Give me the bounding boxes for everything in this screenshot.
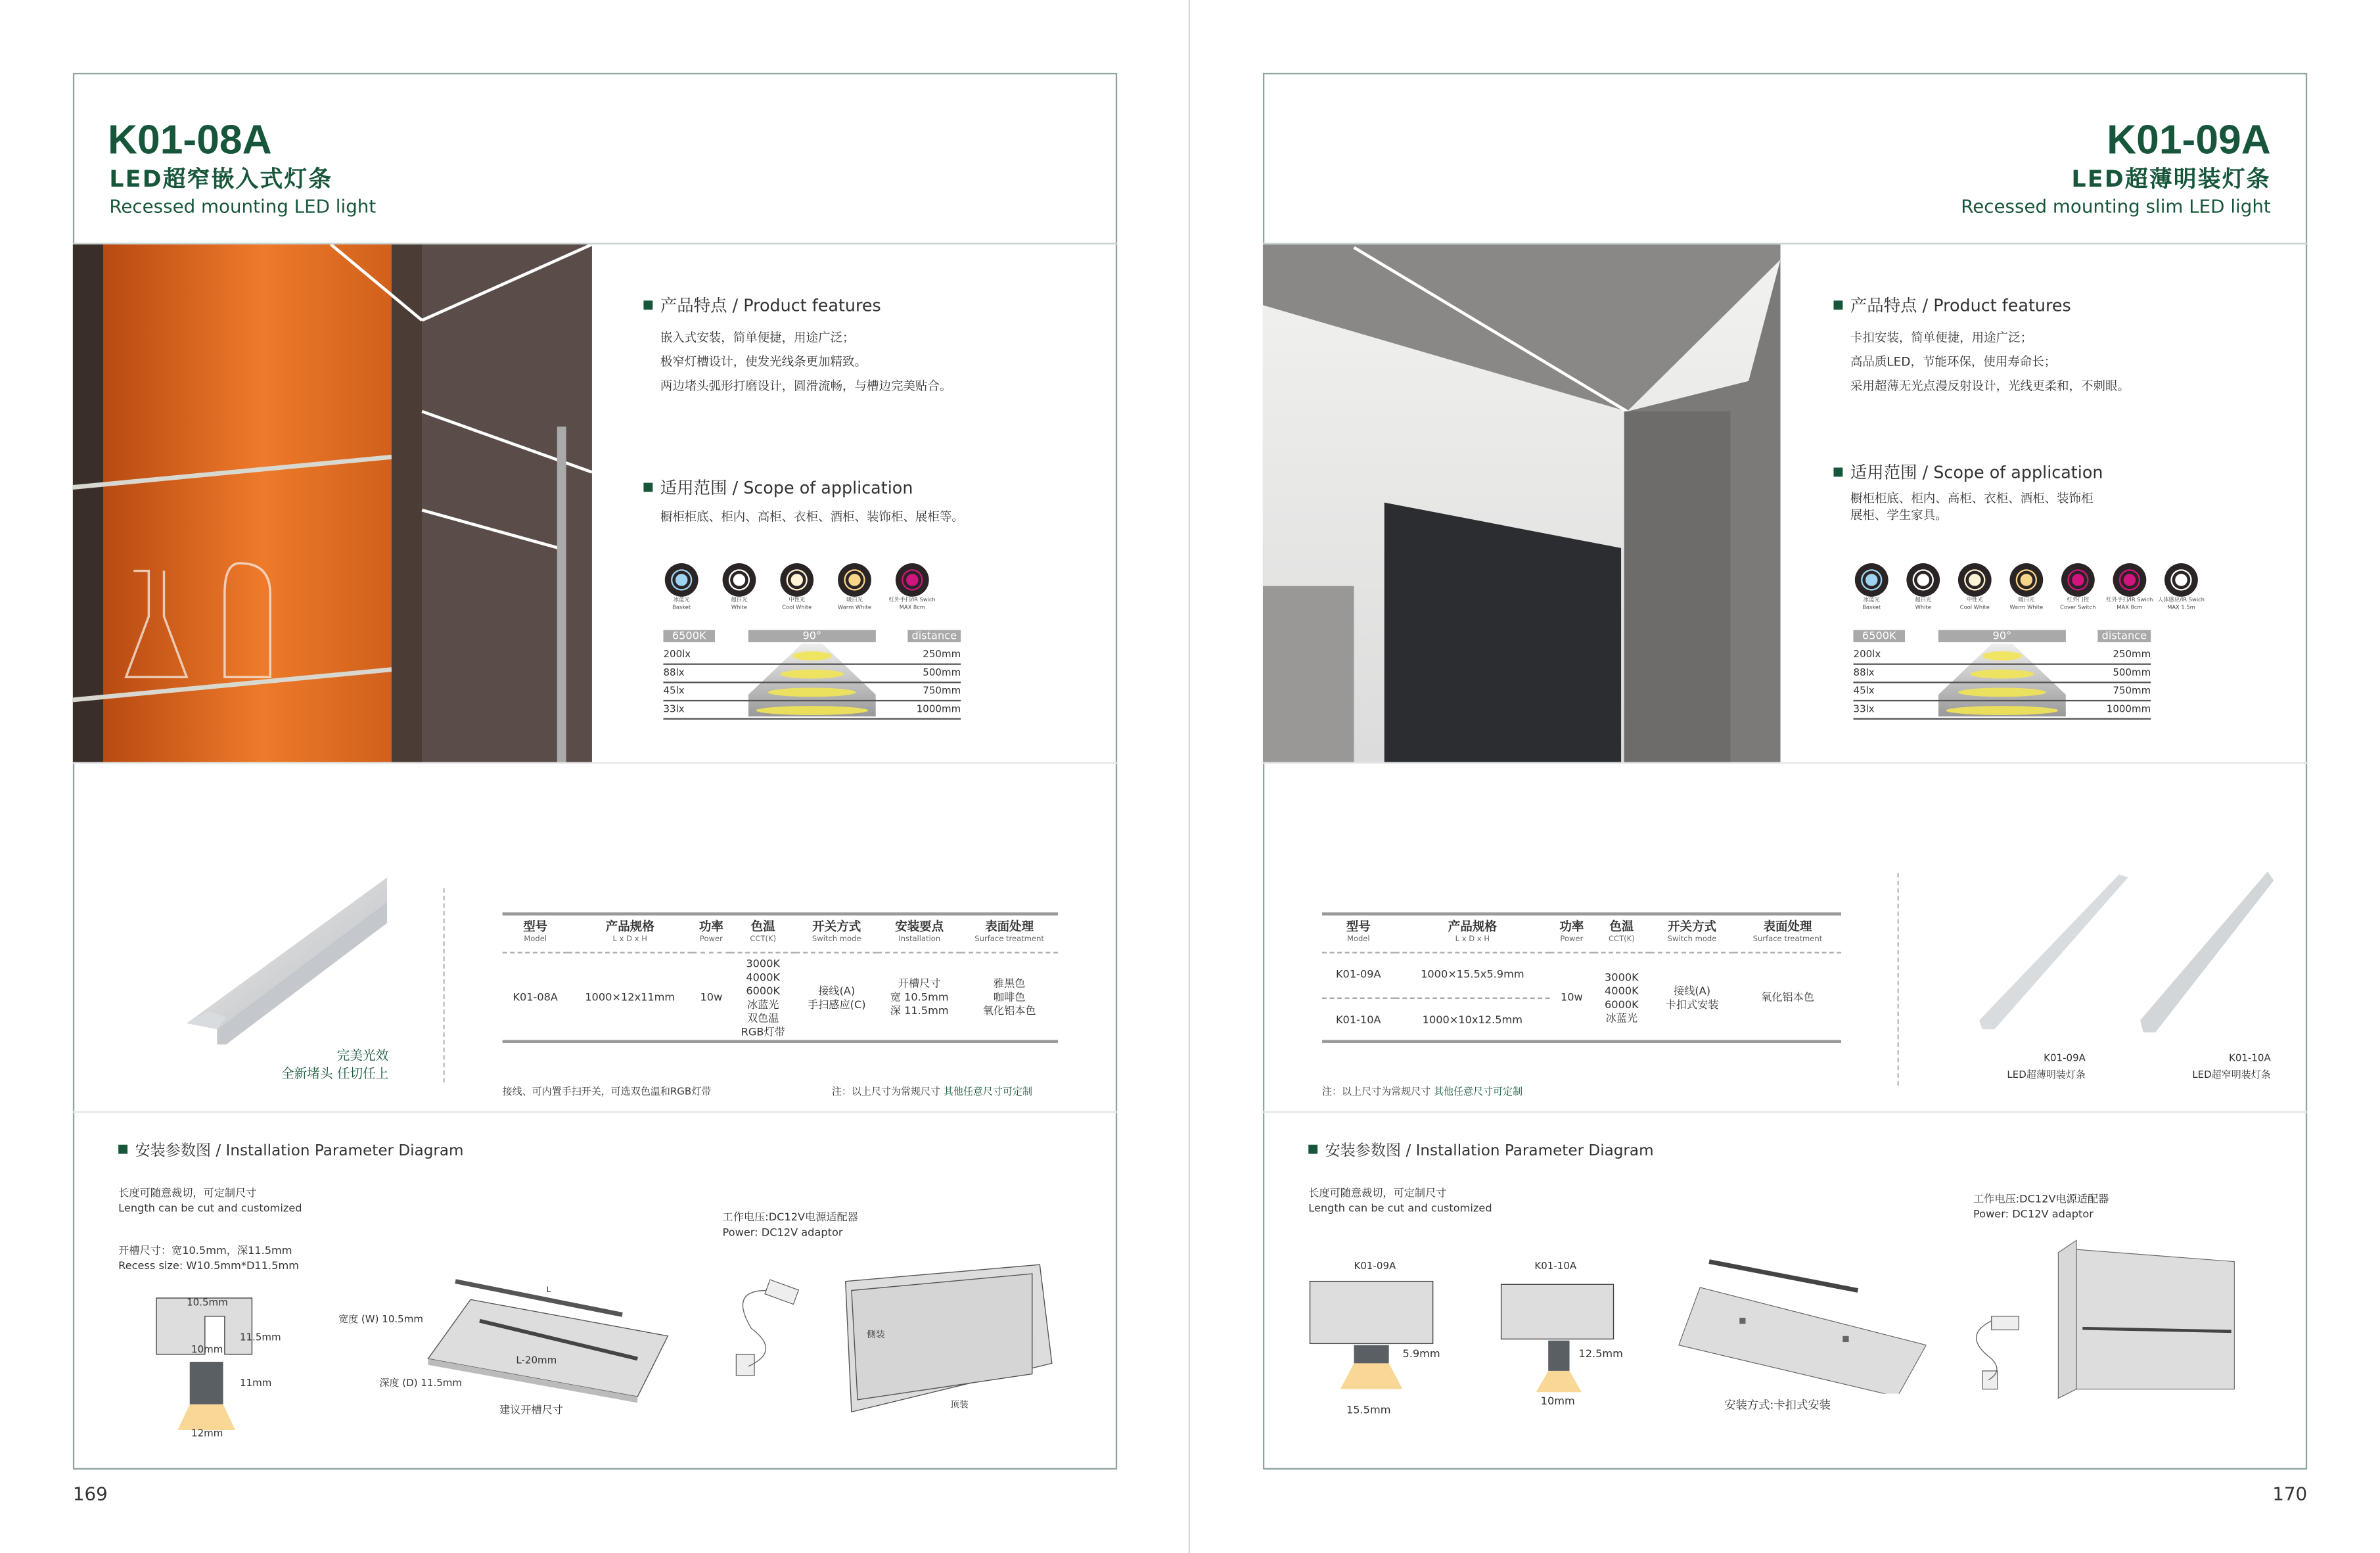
header-cn: 色温 <box>750 919 775 934</box>
column-header <box>568 916 692 953</box>
distance-value: 750mm <box>923 684 961 697</box>
size-note <box>1322 1084 1522 1098</box>
icon-core <box>2124 574 2136 586</box>
column-header <box>503 916 568 953</box>
scope-heading <box>643 478 913 498</box>
scope-heading <box>1833 463 2103 483</box>
cool-white-sun-icon <box>780 563 813 597</box>
recess-cn: 开槽尺寸：宽10.5mm，深11.5mm <box>118 1245 292 1257</box>
ice-blue-sun-icon <box>1855 563 1888 597</box>
header-cn: 功率 <box>698 919 723 934</box>
ir-door-switch-icon <box>2061 563 2095 597</box>
icon-label-en: Cool White <box>782 604 812 611</box>
feature-item: 卡扣安装，简单便捷，用途广泛； <box>1850 331 2033 345</box>
table-cell: 1000×12x11mm <box>585 992 675 1004</box>
icon-core <box>675 574 687 586</box>
header-en: Model <box>524 935 547 944</box>
header-cn: 表面处理 <box>1763 919 1812 934</box>
distance-value: 250mm <box>923 648 961 661</box>
dim-inner: 10mm <box>191 1343 223 1356</box>
header-en: Surface treatment <box>1752 935 1823 944</box>
icon-label-cn: 中性光 <box>1966 596 1983 603</box>
beam-row <box>1854 684 2151 702</box>
light-color-icons <box>1847 563 2205 612</box>
cct-label: 6500K <box>663 630 715 642</box>
side-mount-label: 侧装 <box>867 1330 885 1341</box>
table-cell: 1000×10x12.5mm <box>1422 1014 1523 1027</box>
table-header-row <box>503 916 1058 953</box>
page-spine <box>1189 0 1190 1553</box>
distance-value: 500mm <box>923 666 961 679</box>
suggest-label: 建议开槽尺寸 <box>499 1404 564 1417</box>
header-en: Switch mode <box>812 935 861 944</box>
install-heading-text: 安装参数图 / Installation Parameter Diagram <box>1325 1143 1654 1160</box>
dim-width: 10.5mm <box>187 1296 228 1309</box>
table-cell: 10w <box>700 992 723 1004</box>
recess-groove-diagram <box>425 1275 683 1419</box>
beam-row <box>663 684 961 702</box>
features-heading-text: 产品特点 / Product features <box>1850 296 2071 316</box>
distance-label: distance <box>2097 630 2151 642</box>
header-en: Model <box>1346 935 1370 944</box>
note-text: 注：以上尺寸为常规尺寸 <box>831 1085 941 1098</box>
column-header <box>1322 916 1395 953</box>
spec-table <box>1322 916 1841 1044</box>
light-spot <box>768 687 856 697</box>
product-name: LED超窄明装灯条 <box>2192 1069 2271 1081</box>
header-en: CCT(K) <box>1608 935 1635 944</box>
lux-value: 33lx <box>1853 703 1875 716</box>
divider <box>73 1111 1117 1113</box>
product-label-10a <box>2155 1051 2271 1084</box>
table-cell: 雅黑色 咖啡色 氧化铝本色 <box>982 978 1036 1018</box>
dim-depth: 11.5mm <box>239 1331 281 1344</box>
product-name-cn: LED超薄明装灯条 <box>2071 165 2271 193</box>
wiring-note: 接线、可内置手扫开关，可选双色温和RGB灯带 <box>502 1085 712 1098</box>
column-header <box>731 916 795 953</box>
bullet-square <box>1308 1145 1317 1154</box>
recess-en: Recess size: W10.5mm*D11.5mm <box>118 1260 299 1272</box>
column-header <box>1650 916 1734 953</box>
icon-label-cn: 中性光 <box>789 596 806 603</box>
icon-label-en: White <box>731 604 748 611</box>
product-name-en: Recessed mounting LED light <box>109 195 377 218</box>
icon-label-en: Warm White <box>2009 604 2044 611</box>
white-sun-icon <box>1906 563 1940 597</box>
icon-label-en: MAX 1.5m <box>2167 604 2195 611</box>
header-en: Power <box>1560 935 1584 944</box>
table-cell: K01-08A <box>513 992 559 1004</box>
features-list <box>1850 327 2130 400</box>
column-header <box>1395 916 1551 953</box>
light-option <box>1847 563 1896 612</box>
header-cn: 功率 <box>1559 919 1584 934</box>
power-cn: 工作电压:DC12V电源适配器 <box>722 1211 858 1224</box>
product-name-cn: LED超窄嵌入式灯条 <box>109 165 333 193</box>
angle-label: 90° <box>748 630 876 642</box>
cool-white-sun-icon <box>1958 563 1992 597</box>
beam-row <box>663 647 961 665</box>
product-label-09a <box>1973 1051 2086 1084</box>
bullet-square <box>643 483 652 492</box>
dim-bottom: 12mm <box>191 1427 223 1439</box>
column-header <box>1734 916 1841 953</box>
table-cell: 接线(A) 手扫感应(C) <box>807 985 866 1011</box>
column-header <box>1593 916 1651 953</box>
caption-line: 完美光效 <box>336 1049 389 1065</box>
caption-line: 全新堵头 任切任上 <box>281 1067 389 1083</box>
bullet-square <box>1833 467 1842 476</box>
power-cn: 工作电压:DC12V电源适配器 <box>1973 1193 2109 1206</box>
icon-label-cn: 暖白光 <box>2018 596 2035 603</box>
note-custom: 其他任意尺寸可定制 <box>1433 1085 1523 1098</box>
icon-core <box>1969 574 1980 586</box>
distance-value: 1000mm <box>916 703 961 716</box>
note-text: 注：以上尺寸为常规尺寸 <box>1322 1085 1431 1098</box>
table-cell: 开槽尺寸 宽 10.5mm 深 11.5mm <box>890 978 949 1018</box>
product-model: K01-10A <box>2228 1052 2271 1065</box>
feature-item: 嵌入式安装，简单便捷，用途广泛； <box>660 331 855 345</box>
section-diagram-09a <box>1308 1280 1460 1401</box>
power-note <box>1973 1192 2109 1222</box>
light-spot <box>1982 651 2022 661</box>
light-option <box>657 563 706 612</box>
light-color-icons <box>657 563 936 612</box>
icon-label-en: MAX 8cm <box>2117 604 2143 611</box>
led-profile-image <box>175 866 402 1048</box>
warm-white-sun-icon <box>838 563 871 597</box>
bullet-square <box>118 1145 127 1154</box>
header-cn: 型号 <box>523 919 548 934</box>
recess-note <box>118 1243 299 1274</box>
light-option <box>1950 563 1999 612</box>
section-diagram-10a <box>1499 1283 1621 1397</box>
shared-cell-power: 10w <box>1560 992 1583 1004</box>
table-cell: K01-10A <box>1335 1014 1381 1027</box>
divider <box>1263 1111 2307 1113</box>
cut-length-label: L-20mm <box>516 1354 557 1366</box>
icon-label-cn: 冰蓝光 <box>673 596 690 603</box>
scope-text: 橱柜柜底、柜内、高柜、衣柜、酒柜、装饰柜、展柜等。 <box>660 510 964 524</box>
light-option <box>831 563 879 612</box>
cut-note <box>1308 1186 1492 1216</box>
table-cell: 1000×15.5x5.9mm <box>1395 953 1551 998</box>
icon-label-cn: 人体感应/IR Swich <box>2157 596 2205 603</box>
power-en: Power: DC12V adaptor <box>722 1226 843 1239</box>
light-option <box>773 563 821 612</box>
scope-text <box>1850 490 2094 524</box>
icon-core <box>1865 574 1877 586</box>
header-cn: 表面处理 <box>985 919 1034 934</box>
feature-item: 两边堵头弧形打磨设计，圆滑流畅，与槽边完美贴合。 <box>660 379 952 394</box>
shared-cell-surface: 氧化铝本色 <box>1761 992 1814 1004</box>
product-name: LED超薄明装灯条 <box>2007 1069 2086 1081</box>
lux-value: 88lx <box>663 666 685 679</box>
warm-white-sun-icon <box>2009 563 2043 597</box>
features-heading <box>1833 296 2071 315</box>
product-model: K01-09A <box>2044 1052 2086 1065</box>
icon-core <box>906 574 918 586</box>
model-title: K01-09A <box>2107 116 2271 163</box>
ir-hand-sweep-icon <box>2113 563 2147 597</box>
divider <box>73 762 1117 764</box>
depth-label: 深度 (D) 11.5mm <box>379 1377 463 1389</box>
icon-core <box>733 574 745 586</box>
light-option <box>715 563 764 612</box>
icon-core <box>791 574 803 586</box>
header-cn: 开关方式 <box>1668 919 1716 934</box>
column-header <box>878 916 961 953</box>
lux-value: 200lx <box>1853 648 1881 661</box>
header-en: Installation <box>898 935 941 944</box>
column-header <box>961 916 1058 953</box>
beam-row <box>1854 701 2151 720</box>
dim-a-height: 5.9mm <box>1402 1348 1440 1360</box>
icon-label-en: Basket <box>1862 604 1881 611</box>
cut-cn: 长度可随意裁切，可定制尺寸 <box>1308 1187 1447 1199</box>
beam-row <box>663 665 961 684</box>
width-label: 宽度 (W) 10.5mm <box>338 1313 423 1326</box>
ice-blue-sun-icon <box>665 563 698 597</box>
power-note <box>723 1210 858 1240</box>
clip-install-diagram <box>1676 1257 1926 1394</box>
beam-row <box>1854 647 2151 665</box>
scope-heading-text: 适用范围 / Scope of application <box>660 478 913 498</box>
dim-height: 11mm <box>239 1377 272 1389</box>
distance-value: 500mm <box>2113 666 2151 679</box>
light-option <box>2053 563 2102 612</box>
header-en: L x D x H <box>1455 935 1490 944</box>
install-heading <box>118 1142 463 1161</box>
white-sun-icon <box>723 563 756 597</box>
dashed-divider <box>444 888 445 1082</box>
icon-core <box>2175 574 2187 586</box>
icon-label-en: Basket <box>672 604 691 611</box>
table-row <box>503 953 1058 1044</box>
power-en: Power: DC12V adaptor <box>1973 1208 2094 1221</box>
features-list <box>660 327 952 400</box>
light-spot <box>756 706 868 715</box>
table-header-row <box>1322 916 1841 953</box>
cct-label: 6500K <box>1854 630 1906 642</box>
product-caption <box>243 1048 389 1084</box>
cabinet-wiring-diagram <box>721 1260 1063 1427</box>
cut-cn: 长度可随意裁切，可定制尺寸 <box>118 1187 257 1199</box>
top-mount-label: 顶装 <box>950 1399 969 1410</box>
light-spot <box>1958 687 2046 697</box>
icon-label-cn: 红外手扫/IR Swich <box>888 596 936 603</box>
header-cn: 安装要点 <box>895 919 944 934</box>
beam-row <box>663 701 961 720</box>
icon-label-cn: 红外手扫/IR Swich <box>2106 596 2153 603</box>
header-cn: 型号 <box>1346 919 1371 934</box>
table-bottom-rule <box>1322 1040 1841 1043</box>
table-bottom-rule <box>503 1040 1058 1043</box>
angle-label: 90° <box>1938 630 2066 642</box>
lux-value: 33lx <box>663 703 685 716</box>
model-title: K01-08A <box>108 116 272 163</box>
lux-value: 88lx <box>1853 666 1875 679</box>
size-note <box>832 1084 1032 1098</box>
header-cn: 产品规格 <box>605 919 654 934</box>
dim-b-height: 12.5mm <box>1578 1348 1623 1360</box>
lux-value: 45lx <box>1853 684 1875 697</box>
diagram-model-a: K01-09A <box>1354 1260 1396 1272</box>
icon-core <box>848 574 860 586</box>
light-spot <box>792 651 832 661</box>
feature-item: 采用超薄无光点漫反射设计，光线更柔和，不刺眼。 <box>1850 379 2130 394</box>
icon-label-cn: 红外门控 <box>2067 596 2089 603</box>
header-en: Power <box>699 935 723 944</box>
cut-note <box>118 1186 302 1216</box>
icon-label-en: MAX 8cm <box>899 604 925 611</box>
light-option <box>1899 563 1948 612</box>
icon-core <box>1917 574 1929 586</box>
header-en: L x D x H <box>612 935 647 944</box>
header-en: CCT(K) <box>750 935 777 944</box>
column-header <box>795 916 878 953</box>
icon-core <box>2072 574 2084 586</box>
led-profiles-image <box>1973 868 2277 1035</box>
table-cell: K01-09A <box>1322 953 1395 998</box>
install-method-label: 安装方式:卡扣式安装 <box>1724 1398 1831 1412</box>
feature-item: 极窄灯槽设计，使发光线条更加精致。 <box>660 355 867 369</box>
diagram-model-b: K01-10A <box>1534 1260 1577 1272</box>
light-option <box>2157 563 2206 612</box>
lux-value: 45lx <box>663 684 685 697</box>
distance-value: 250mm <box>2113 648 2151 661</box>
light-option <box>2002 563 2051 612</box>
light-option <box>888 563 936 612</box>
bullet-square <box>643 300 652 310</box>
icon-label-en: Cool White <box>1959 604 1990 611</box>
light-spot <box>1946 706 2058 715</box>
product-photo-cabinet <box>73 244 592 762</box>
shared-cell-cct: 3000K 4000K 6000K 冰蓝光 <box>1604 971 1639 1025</box>
scope-line: 橱柜柜底、柜内、高柜、衣柜、酒柜、装饰柜 <box>1850 492 2094 506</box>
distance-value: 1000mm <box>2106 703 2151 716</box>
header-cn: 产品规格 <box>1448 919 1497 934</box>
feature-item: 高品质LED，节能环保，使用寿命长； <box>1850 355 2057 369</box>
dashed-divider <box>1898 873 1899 1085</box>
cut-en: Length can be cut and customized <box>118 1202 302 1215</box>
product-photo-kitchen <box>1263 244 1781 762</box>
length-label: L <box>546 1286 551 1295</box>
page-number: 169 <box>72 1483 108 1505</box>
shared-cell-switch: 接线(A) 卡扣式安装 <box>1665 985 1719 1011</box>
features-heading-text: 产品特点 / Product features <box>660 296 881 316</box>
dim-a-width: 15.5mm <box>1346 1404 1391 1417</box>
dim-b-width: 10mm <box>1540 1395 1575 1408</box>
table-row <box>1322 953 1841 998</box>
ir-hand-sweep-icon <box>896 563 929 597</box>
header-cn: 开关方式 <box>812 919 861 934</box>
icon-core <box>2021 574 2032 586</box>
spec-table <box>503 916 1058 1044</box>
scope-line: 展柜、学生家具。 <box>1850 508 1948 522</box>
scope-heading-text: 适用范围 / Scope of application <box>1850 463 2103 483</box>
distance-label: distance <box>907 630 961 642</box>
icon-label-en: White <box>1915 604 1931 611</box>
distance-value: 750mm <box>2113 684 2151 697</box>
header-en: Switch mode <box>1667 935 1717 944</box>
recess-cross-section-diagram <box>152 1291 304 1443</box>
light-spot <box>1970 670 2034 679</box>
light-spot <box>780 670 844 679</box>
table-cell: 3000K 4000K 6000K 冰蓝光 双色温 RGB灯带 <box>741 958 785 1038</box>
header-cn: 色温 <box>1609 919 1634 934</box>
install-heading-text: 安装参数图 / Installation Parameter Diagram <box>135 1143 464 1160</box>
column-header <box>692 916 731 953</box>
header-en: Surface treatment <box>974 935 1044 944</box>
divider <box>1263 762 2307 764</box>
icon-label-cn: 超白光 <box>1915 596 1932 603</box>
page-number: 170 <box>2272 1483 2308 1505</box>
cut-en: Length can be cut and customized <box>1308 1202 1492 1215</box>
icon-label-cn: 超白光 <box>731 596 748 603</box>
beam-row <box>1854 665 2151 684</box>
bullet-square <box>1833 300 1842 310</box>
lux-value: 200lx <box>663 648 691 661</box>
note-custom: 其他任意尺寸可定制 <box>943 1085 1032 1098</box>
icon-label-en: Warm White <box>838 604 871 611</box>
light-option <box>2105 563 2154 612</box>
cabinet-wiring-diagram <box>1961 1238 2250 1404</box>
column-header <box>1550 916 1593 953</box>
features-heading <box>643 296 881 315</box>
icon-label-cn: 冰蓝光 <box>1863 596 1880 603</box>
install-heading <box>1308 1142 1653 1161</box>
body-sensor-icon <box>2164 563 2198 597</box>
icon-label-cn: 暖白光 <box>846 596 863 603</box>
icon-label-en: Cover Switch <box>2060 604 2096 611</box>
product-name-en: Recessed mounting slim LED light <box>1961 195 2271 218</box>
